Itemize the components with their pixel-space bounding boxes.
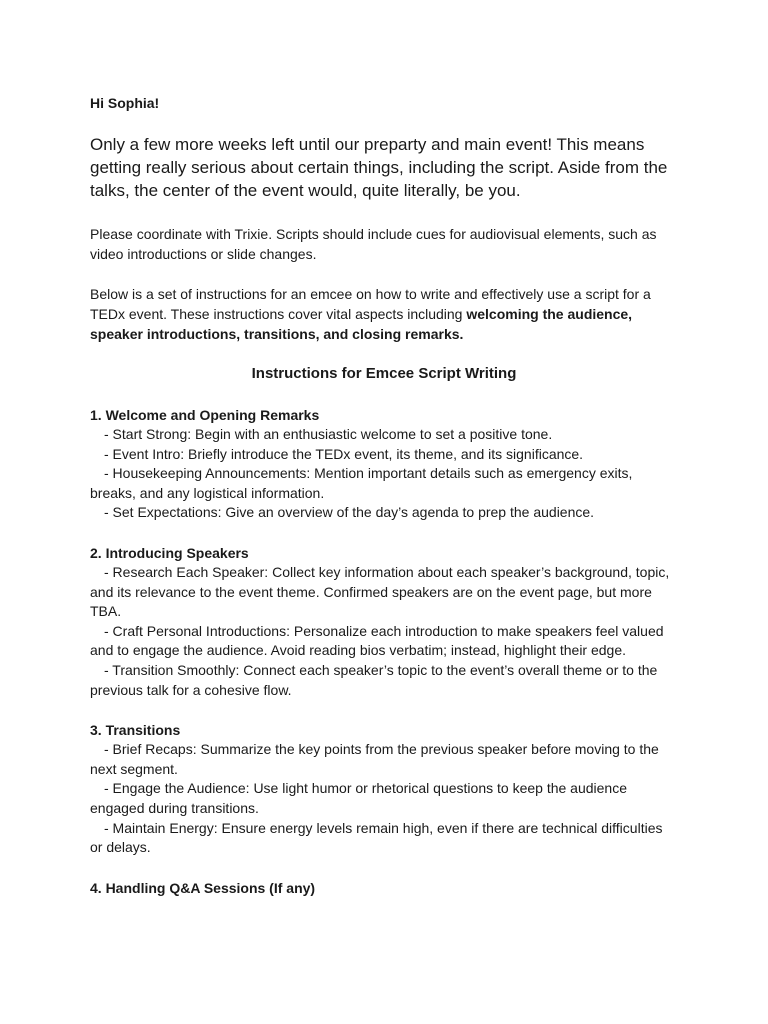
list-item: - Maintain Energy: Ensure energy levels remain high, even if there are technical difficulties or delays. <box>90 819 663 856</box>
section-qa-sessions <box>90 878 678 898</box>
lead-paragraph: Only a few more weeks left until our preparty and main event! This means getting really serious about certain things, including the script. Aside from the talks, the center of the event would, quite literally, be you. <box>90 135 668 200</box>
section-heading: 2. Introducing Speakers <box>90 544 249 561</box>
list-item: - Event Intro: Briefly introduce the TEDx event, its theme, and its significance. <box>104 445 584 462</box>
list-item: - Housekeeping Announcements: Mention important details such as emergency exits, breaks, and any logistical information. <box>90 465 633 501</box>
intro-text: Below is a set of instructions for an emcee on how to write and effectively use a script for a TEDx event. These instructions cover vital aspects including <box>90 286 651 322</box>
greeting: Hi Sophia! <box>90 95 160 111</box>
list-item: - Engage the Audience: Use light humor or rhetorical questions to keep the audience engaged during transitions. <box>90 780 627 816</box>
list-item: - Craft Personal Introductions: Personalize each introduction to make speakers feel valued and to engage the audience. Avoid reading bios verbatim; instead, highlight their edge. <box>90 622 664 659</box>
list-item: - Set Expectations: Give an overview of the day’s agenda to prep the audience. <box>104 504 595 521</box>
section-introducing-speakers <box>90 543 678 700</box>
list-item: - Start Strong: Begin with an enthusiastic welcome to set a positive tone. <box>104 426 553 442</box>
list-item: - Research Each Speaker: Collect key information about each speaker’s background, topic, and its relevance to the event theme. Confirmed speakers are on the event page, but more TBA. <box>90 563 670 620</box>
section-heading: 4. Handling Q&A Sessions (If any) <box>90 879 316 896</box>
section-heading: 3. Transitions <box>90 722 181 739</box>
document-title: Instructions for Emcee Script Writing <box>251 365 517 382</box>
intro-bold-text: welcoming the audience, speaker introductions, transitions, and closing remarks. <box>90 306 633 342</box>
section-welcome <box>90 405 678 523</box>
intro-paragraph <box>90 284 678 344</box>
section-heading: 1. Welcome and Opening Remarks <box>90 407 320 423</box>
list-item: - Brief Recaps: Summarize the key points from the previous speaker before moving to the next segment. <box>90 741 659 777</box>
coordination-paragraph: Please coordinate with Trixie. Scripts should include cues for audiovisual elements, such as video introductions or slide changes. <box>90 226 657 262</box>
section-transitions <box>90 720 678 858</box>
list-item: - Transition Smoothly: Connect each speaker’s topic to the event’s overall theme or to the previous talk for a cohesive flow. <box>90 661 658 698</box>
